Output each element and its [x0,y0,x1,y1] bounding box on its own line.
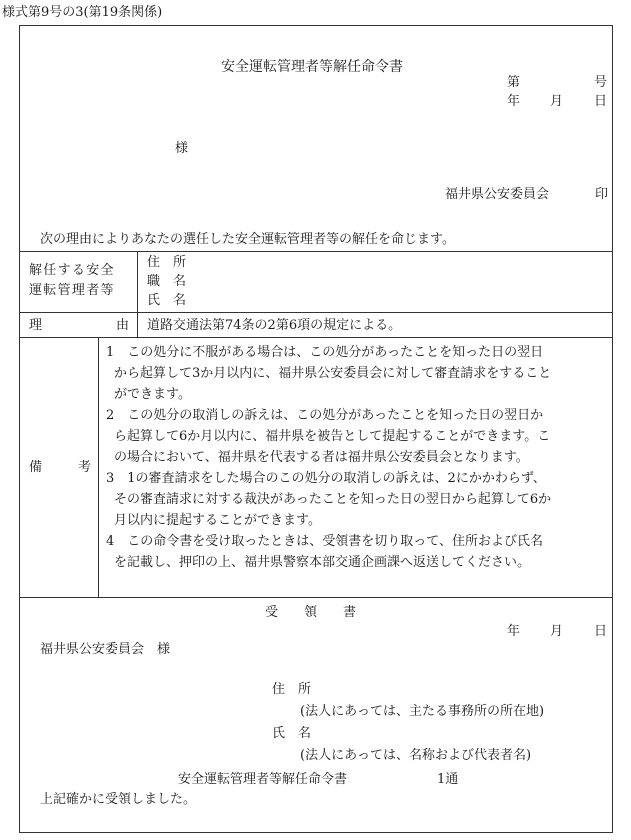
remarks-line: を記載し、押印の上、福井県警察本部交通企画課へ返送してください。 [114,555,531,570]
remarks-line: ら起算して6か月以内に、福井県を被告として提起することができます。こ [114,429,551,444]
remarks-label-left: 備 [29,460,43,475]
remarks-line: ができます。 [114,387,191,402]
addressee-suffix: 様 [175,141,189,156]
number-prefix: 第 [507,75,521,90]
date-year: 年 [507,94,521,109]
reason-label-right: 由 [116,318,130,333]
table-top-border [19,251,613,252]
receipt-confirmation: 上記確かに受領しました。 [40,792,197,807]
remarks-line: その審査請求に対する裁決があったことを知った日の翌日から起算して6か [114,492,552,507]
receipt-document-count: 1通 [437,772,459,787]
receipt-date-month: 月 [550,624,564,639]
date-day: 日 [594,94,608,109]
table-bottom-border [19,597,613,598]
number-suffix: 号 [594,75,608,90]
position-label: 職 名 [147,274,187,289]
name-label: 氏 名 [147,293,187,308]
receipt-address-label: 住 所 [272,682,312,697]
receipt-document-name: 安全運転管理者等解任命令書 [178,772,348,787]
dismissed-label-line1: 解任する安全 [29,263,115,278]
table-column-divider [98,337,99,597]
reason-text: 道路交通法第74条の2第6項の規定による。 [147,318,402,333]
date-month: 月 [550,94,564,109]
remarks-notes [106,343,606,574]
address-label: 住 所 [147,255,187,270]
receipt-name-label: 氏 名 [272,726,312,741]
table-row-border [19,312,613,313]
remarks-line: の場合において、福井県を代表する者は福井県公安委員会となります。 [114,450,529,465]
remarks-label-right: 考 [78,460,92,475]
receipt-addressee: 福井県公安委員会 様 [40,642,171,657]
receipt-date-day: 日 [594,624,608,639]
receipt-address-note: (法人にあっては、主たる事務所の所在地) [300,704,545,719]
receipt-name-note: (法人にあっては、名称および代表者名) [300,748,532,763]
order-title: 安全運転管理者等解任命令書 [221,59,403,75]
table-row-border [19,337,613,338]
seal-mark: 印 [595,187,609,202]
reason-label-left: 理 [29,318,43,333]
instruction-text: 次の理由によりあなたの選任した安全運転管理者等の解任を命じます。 [40,232,455,247]
table-column-divider [137,251,138,337]
receipt-title: 受 領 書 [265,605,357,620]
form-label: 様式第9号の3(第19条関係) [2,5,163,20]
remarks-line: 4 この命令書を受け取ったときは、受領書を切り取って、住所および氏名 [106,534,544,549]
remarks-line: 1 この処分に不服がある場合は、この処分があったことを知った日の翌日 [106,345,544,360]
remarks-line: 3 1の審査請求をした場合のこの処分の取消しの訴えは、2にかかわらず、 [106,471,546,486]
receipt-date-year: 年 [507,624,521,639]
remarks-line: 2 この処分の取消しの訴えは、この処分があったことを知った日の翌日か [106,408,544,423]
remarks-line: 月以内に提起することができます。 [114,513,321,528]
dismissed-label-line2: 運転管理者等 [29,283,115,298]
issuer-name: 福井県公安委員会 [445,187,550,202]
remarks-line: から起算して3か月以内に、福井県公安委員会に対して審査請求をすること [114,366,552,381]
